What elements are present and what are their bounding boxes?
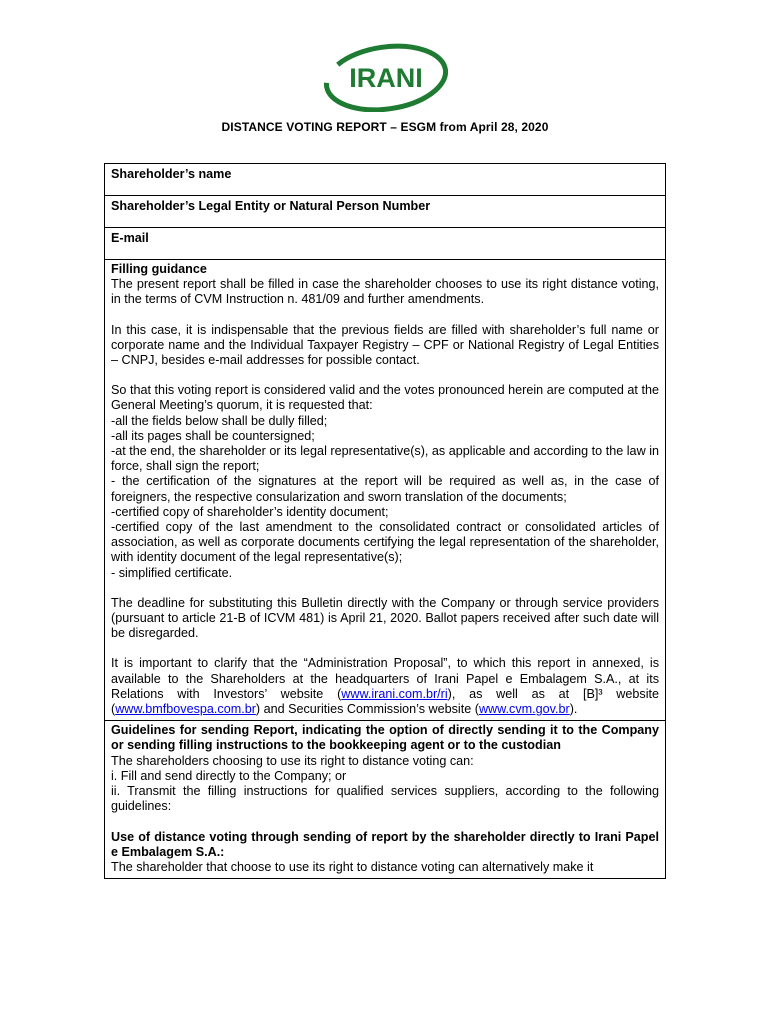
direct-sending-text: The shareholder that choose to use its right to distance voting can alternatively make it — [111, 859, 594, 874]
guidance-paragraph-5: It is important to clarify that the “Administration Proposal”, to which this report in annexed, is available to the Shareholders at the headquarters of Irani Papel e Embalagem S.A., at its Relations with Investors’ website (www.irani.com.br/ri), as well as at [B]³ website (www.bmfbovespa.com.br) and Securities Commission’s website (www.cvm.gov.br). — [111, 656, 659, 717]
guidance-paragraph-1: The present report shall be filled in case the shareholder chooses to use its right distance voting, in the terms of CVM Instruction n. 481/09 and further amendments. — [111, 277, 659, 307]
sending-option-2: ii. Transmit the filling instructions for qualified services suppliers, according to the following guidelines: — [111, 784, 659, 814]
table-row — [105, 260, 666, 721]
sending-intro: The shareholders choosing to use its right to distance voting can: — [111, 753, 474, 768]
guidance-paragraph-2: In this case, it is indispensable that the previous fields are filled with shareholder’s full name or corporate name and the Individual Taxpayer Registry – CPF or National Registry of Legal Entities – CNPJ, besides e-mail addresses for possible contact. — [111, 322, 659, 368]
bmfbovespa-link[interactable]: www.bmfbovespa.com.br — [115, 702, 256, 717]
requirement-item: -at the end, the shareholder or its legal representative(s), as applicable and according to the law in force, shall sign the report; — [111, 444, 659, 474]
filling-guidance-section — [105, 260, 666, 721]
cvm-link[interactable]: www.cvm.gov.br — [478, 702, 570, 717]
table-row — [105, 196, 666, 228]
guidance-heading: Filling guidance — [111, 262, 207, 276]
shareholder-id-field[interactable]: Shareholder’s Legal Entity or Natural Person Number — [105, 196, 666, 228]
logo-text: IRANI — [349, 63, 423, 93]
voting-form-table — [104, 163, 666, 879]
irani-logo-icon — [320, 42, 452, 112]
table-row — [105, 228, 666, 260]
sending-option-1: i. Fill and send directly to the Company; or — [111, 768, 347, 783]
requirement-item: - simplified certificate. — [111, 565, 233, 580]
shareholder-name-field[interactable]: Shareholder’s name — [105, 164, 666, 196]
table-row — [105, 721, 666, 879]
irani-ri-link[interactable]: www.irani.com.br/ri — [341, 686, 448, 701]
requirement-item: -all the fields below shall be dully filled; — [111, 413, 328, 428]
table-row — [105, 164, 666, 196]
document-title: DISTANCE VOTING REPORT – ESGM from April 28, 2020 — [221, 120, 549, 134]
sending-guidelines-section — [105, 721, 666, 879]
requirement-item: -all its pages shall be countersigned; — [111, 428, 315, 443]
requirement-item: -certified copy of the last amendment to the consolidated contract or consolidated articles of association, as well as corporate documents certifying the legal representation of the shareholder, with identity document of the legal representative(s); — [111, 520, 659, 565]
company-logo — [320, 42, 452, 112]
requirement-item: -certified copy of shareholder’s identity document; — [111, 504, 389, 519]
direct-sending-heading: Use of distance voting through sending of report by the shareholder directly to Irani Papel e Embalagem S.A.: — [111, 829, 659, 859]
requirement-item: - the certification of the signatures at the report will be required as well as, in the case of foreigners, the respective consularization and sworn translation of the documents; — [111, 474, 659, 504]
guidance-paragraph-4: The deadline for substituting this Bulletin directly with the Company or through service providers (pursuant to article 21-B of ICVM 481) is April 21, 2020. Ballot papers received after such date will be disregarded. — [111, 595, 659, 641]
guidance-paragraph-3: So that this voting report is considered valid and the votes pronounced herein are computed at the General Meeting’s quorum, it is requested that: — [111, 383, 659, 413]
email-field[interactable]: E-mail — [105, 228, 666, 260]
sending-heading: Guidelines for sending Report, indicating the option of directly sending it to the Company or sending filling instructions to the bookkeeping agent or to the custodian — [111, 723, 659, 753]
